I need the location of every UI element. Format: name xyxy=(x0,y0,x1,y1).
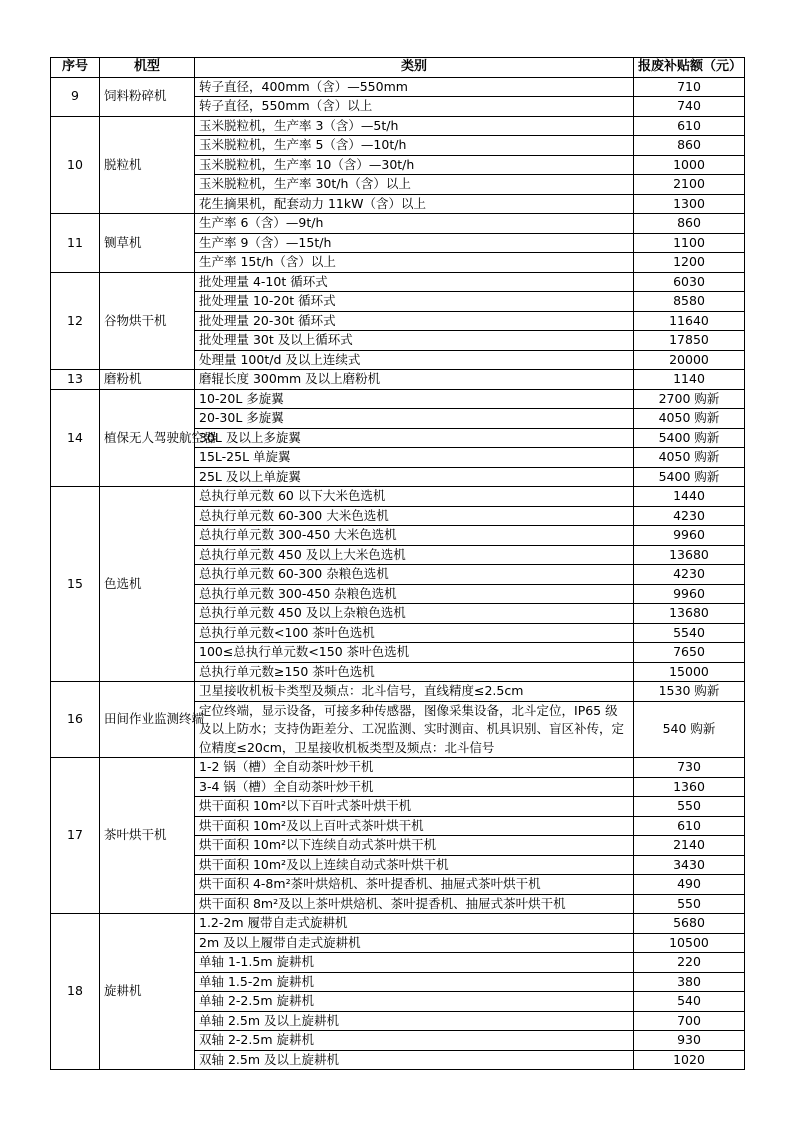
category-cell: 总执行单元数 300-450 大米色选机 xyxy=(195,526,634,546)
table-row xyxy=(51,682,745,702)
subsidy-cell: 4050 购新 xyxy=(634,409,745,429)
subsidy-cell: 10500 xyxy=(634,933,745,953)
header-index: 序号 xyxy=(51,58,100,78)
category-cell: 批处理量 10-20t 循环式 xyxy=(195,292,634,312)
table-row xyxy=(51,272,745,292)
category-cell: 总执行单元数 60-300 大米色选机 xyxy=(195,506,634,526)
category-cell: 生产率 6（含）—9t/h xyxy=(195,214,634,234)
table-row xyxy=(51,389,745,409)
subsidy-cell: 2140 xyxy=(634,836,745,856)
table-row xyxy=(51,77,745,97)
category-cell: 卫星接收机板卡类型及频点：北斗信号，直线精度≤2.5cm xyxy=(195,682,634,702)
category-cell: 批处理量 30t 及以上循环式 xyxy=(195,331,634,351)
category-cell: 1-2 锅（槽）全自动茶叶炒干机 xyxy=(195,758,634,778)
subsidy-cell: 4230 xyxy=(634,565,745,585)
category-cell: 批处理量 4-10t 循环式 xyxy=(195,272,634,292)
machine-type: 谷物烘干机 xyxy=(100,272,195,370)
table-row xyxy=(51,914,745,934)
subsidy-cell: 930 xyxy=(634,1031,745,1051)
machine-type: 茶叶烘干机 xyxy=(100,758,195,914)
category-cell: 15L-25L 单旋翼 xyxy=(195,448,634,468)
subsidy-cell: 17850 xyxy=(634,331,745,351)
subsidy-cell: 220 xyxy=(634,953,745,973)
category-cell: 处理量 100t/d 及以上连续式 xyxy=(195,350,634,370)
subsidy-cell: 710 xyxy=(634,77,745,97)
subsidy-cell: 1440 xyxy=(634,487,745,507)
subsidy-cell: 5400 购新 xyxy=(634,467,745,487)
machine-type: 饲料粉碎机 xyxy=(100,77,195,116)
subsidy-table xyxy=(50,57,745,1070)
machine-type: 铡草机 xyxy=(100,214,195,273)
subsidy-cell: 5540 xyxy=(634,623,745,643)
row-index: 14 xyxy=(51,389,100,487)
subsidy-cell: 11640 xyxy=(634,311,745,331)
row-index: 16 xyxy=(51,682,100,758)
subsidy-cell: 610 xyxy=(634,816,745,836)
category-cell: 烘干面积 10m²以下百叶式茶叶烘干机 xyxy=(195,797,634,817)
category-cell: 转子直径，550mm（含）以上 xyxy=(195,97,634,117)
subsidy-cell: 5680 xyxy=(634,914,745,934)
subsidy-cell: 540 xyxy=(634,992,745,1012)
subsidy-cell: 1200 xyxy=(634,253,745,273)
category-cell: 单轴 1-1.5m 旋耕机 xyxy=(195,953,634,973)
subsidy-cell: 1300 xyxy=(634,194,745,214)
category-cell: 双轴 2-2.5m 旋耕机 xyxy=(195,1031,634,1051)
category-cell: 批处理量 20-30t 循环式 xyxy=(195,311,634,331)
subsidy-cell: 6030 xyxy=(634,272,745,292)
subsidy-cell: 20000 xyxy=(634,350,745,370)
table-row xyxy=(51,116,745,136)
subsidy-cell: 2700 购新 xyxy=(634,389,745,409)
subsidy-cell: 380 xyxy=(634,972,745,992)
subsidy-cell: 550 xyxy=(634,797,745,817)
row-index: 10 xyxy=(51,116,100,214)
row-index: 11 xyxy=(51,214,100,273)
category-cell: 1.2-2m 履带自走式旋耕机 xyxy=(195,914,634,934)
subsidy-cell: 15000 xyxy=(634,662,745,682)
subsidy-cell: 1000 xyxy=(634,155,745,175)
category-cell: 定位终端，显示设备，可接多种传感器，图像采集设备，北斗定位，IP65 级及以上防水；支持伪距差分、工况监测、实时测亩、机具识别、盲区补传，定位精度≤20cm，卫星接收机板类型及频点：北斗信号 xyxy=(195,701,634,758)
subsidy-cell: 860 xyxy=(634,214,745,234)
category-cell: 100≤总执行单元数<150 茶叶色选机 xyxy=(195,643,634,663)
subsidy-cell: 860 xyxy=(634,136,745,156)
category-cell: 3-4 锅（槽）全自动茶叶炒干机 xyxy=(195,777,634,797)
table-row xyxy=(51,214,745,234)
category-cell: 20-30L 多旋翼 xyxy=(195,409,634,429)
subsidy-cell: 730 xyxy=(634,758,745,778)
table-body xyxy=(51,77,745,1070)
category-cell: 总执行单元数 450 及以上杂粮色选机 xyxy=(195,604,634,624)
table-header-row xyxy=(51,58,745,78)
subsidy-cell: 4050 购新 xyxy=(634,448,745,468)
header-model: 机型 xyxy=(100,58,195,78)
header-subsidy: 报废补贴额（元） xyxy=(634,58,745,78)
category-cell: 25L 及以上单旋翼 xyxy=(195,467,634,487)
subsidy-cell: 610 xyxy=(634,116,745,136)
category-cell: 生产率 9（含）—15t/h xyxy=(195,233,634,253)
category-cell: 总执行单元数 60-300 杂粮色选机 xyxy=(195,565,634,585)
subsidy-cell: 740 xyxy=(634,97,745,117)
subsidy-cell: 550 xyxy=(634,894,745,914)
category-cell: 玉米脱粒机，生产率 3（含）—5t/h xyxy=(195,116,634,136)
machine-type: 磨粉机 xyxy=(100,370,195,390)
subsidy-cell: 700 xyxy=(634,1011,745,1031)
table-row xyxy=(51,758,745,778)
subsidy-cell: 1020 xyxy=(634,1050,745,1070)
row-index: 9 xyxy=(51,77,100,116)
category-cell: 2m 及以上履带自走式旋耕机 xyxy=(195,933,634,953)
row-index: 12 xyxy=(51,272,100,370)
category-cell: 烘干面积 10m²及以上连续自动式茶叶烘干机 xyxy=(195,855,634,875)
row-index: 13 xyxy=(51,370,100,390)
subsidy-cell: 3430 xyxy=(634,855,745,875)
machine-type: 旋耕机 xyxy=(100,914,195,1070)
category-cell: 总执行单元数≥150 茶叶色选机 xyxy=(195,662,634,682)
category-cell: 生产率 15t/h（含）以上 xyxy=(195,253,634,273)
category-cell: 10-20L 多旋翼 xyxy=(195,389,634,409)
category-cell: 烘干面积 4-8m²茶叶烘焙机、茶叶提香机、抽屉式茶叶烘干机 xyxy=(195,875,634,895)
subsidy-cell: 8580 xyxy=(634,292,745,312)
subsidy-cell: 9960 xyxy=(634,526,745,546)
row-index: 18 xyxy=(51,914,100,1070)
subsidy-cell: 1360 xyxy=(634,777,745,797)
row-index: 17 xyxy=(51,758,100,914)
row-index: 15 xyxy=(51,487,100,682)
table-row xyxy=(51,487,745,507)
table-row xyxy=(51,370,745,390)
subsidy-cell: 13680 xyxy=(634,545,745,565)
subsidy-cell: 13680 xyxy=(634,604,745,624)
subsidy-cell: 490 xyxy=(634,875,745,895)
subsidy-cell: 1100 xyxy=(634,233,745,253)
subsidy-cell: 1530 购新 xyxy=(634,682,745,702)
category-cell: 单轴 1.5-2m 旋耕机 xyxy=(195,972,634,992)
category-cell: 总执行单元数 60 以下大米色选机 xyxy=(195,487,634,507)
subsidy-cell: 2100 xyxy=(634,175,745,195)
category-cell: 烘干面积 8m²及以上茶叶烘焙机、茶叶提香机、抽屉式茶叶烘干机 xyxy=(195,894,634,914)
category-cell: 总执行单元数 300-450 杂粮色选机 xyxy=(195,584,634,604)
category-cell: 单轴 2-2.5m 旋耕机 xyxy=(195,992,634,1012)
subsidy-cell: 1140 xyxy=(634,370,745,390)
category-cell: 烘干面积 10m²以下连续自动式茶叶烘干机 xyxy=(195,836,634,856)
machine-type: 色选机 xyxy=(100,487,195,682)
machine-type: 脱粒机 xyxy=(100,116,195,214)
category-cell: 花生摘果机，配套动力 11kW（含）以上 xyxy=(195,194,634,214)
category-cell: 玉米脱粒机，生产率 10（含）—30t/h xyxy=(195,155,634,175)
machine-type: 田间作业监测终端 xyxy=(100,682,195,758)
category-cell: 总执行单元数 450 及以上大米色选机 xyxy=(195,545,634,565)
category-cell: 总执行单元数<100 茶叶色选机 xyxy=(195,623,634,643)
category-cell: 烘干面积 10m²及以上百叶式茶叶烘干机 xyxy=(195,816,634,836)
category-cell: 双轴 2.5m 及以上旋耕机 xyxy=(195,1050,634,1070)
subsidy-cell: 7650 xyxy=(634,643,745,663)
category-cell: 玉米脱粒机，生产率 30t/h（含）以上 xyxy=(195,175,634,195)
header-category: 类别 xyxy=(195,58,634,78)
subsidy-cell: 4230 xyxy=(634,506,745,526)
category-cell: 转子直径，400mm（含）—550mm xyxy=(195,77,634,97)
subsidy-cell: 9960 xyxy=(634,584,745,604)
category-cell: 单轴 2.5m 及以上旋耕机 xyxy=(195,1011,634,1031)
machine-type: 植保无人驾驶航空器 xyxy=(100,389,195,487)
category-cell: 玉米脱粒机，生产率 5（含）—10t/h xyxy=(195,136,634,156)
subsidy-cell: 540 购新 xyxy=(634,701,745,758)
category-cell: 30L 及以上多旋翼 xyxy=(195,428,634,448)
category-cell: 磨辊长度 300mm 及以上磨粉机 xyxy=(195,370,634,390)
subsidy-cell: 5400 购新 xyxy=(634,428,745,448)
